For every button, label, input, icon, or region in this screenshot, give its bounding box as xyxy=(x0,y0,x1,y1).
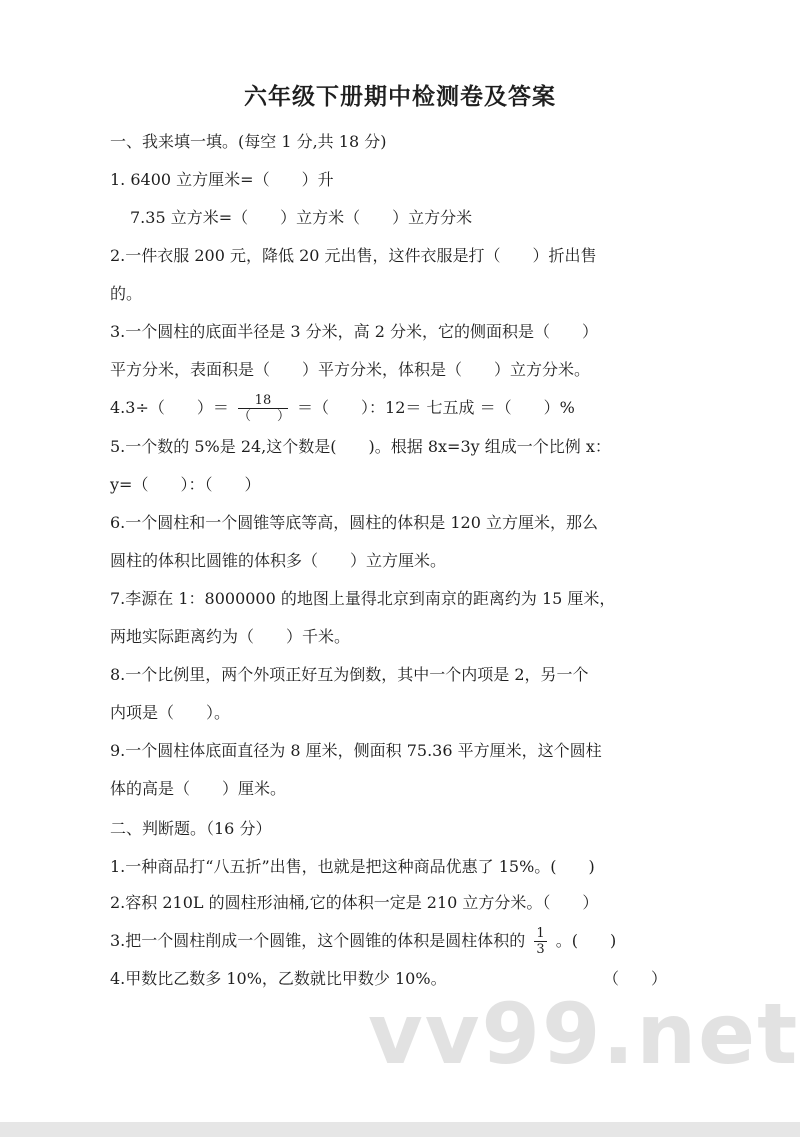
question-7a: 7.李源在 1：8000000 的地图上量得北京到南京的距离约为 15 厘米， xyxy=(110,589,616,608)
question-6a: 6.一个圆柱和一个圆锥等底等高，圆柱的体积是 120 立方厘米，那么 xyxy=(110,513,598,532)
question-4-post: ＝（ ）：12＝ 七五成 ＝（ ）% xyxy=(297,398,575,417)
question-4-pre: 4.3÷（ ）＝ xyxy=(110,398,229,417)
judgement-1: 1.一种商品打“八五折”出售，也就是把这种商品优惠了 15%。( ) xyxy=(110,857,595,876)
question-5b: y=（ ）：（ ） xyxy=(110,475,261,494)
judgement-3 xyxy=(110,926,616,957)
fraction-denominator: 3 xyxy=(536,942,545,957)
question-1b: 7.35 立方米=（ ）立方米（ ）立方分米 xyxy=(130,208,473,227)
judgement-3-post: 。( ) xyxy=(555,931,617,950)
question-2a: 2.一件衣服 200 元，降低 20 元出售，这件衣服是打（ ）折出售 xyxy=(110,246,597,265)
judgement-4-blank: （ ） xyxy=(603,969,668,988)
watermark: vv99.net xyxy=(368,985,800,1083)
question-4-fraction xyxy=(238,393,288,424)
question-8a: 8.一个比例里，两个外项正好互为倒数，其中一个内项是 2，另一个 xyxy=(110,665,589,684)
section1-heading: 一、我来填一填。(每空 1 分,共 18 分) xyxy=(110,132,387,151)
page-title: 六年级下册期中检测卷及答案 xyxy=(244,84,556,110)
question-9b: 体的高是（ ）厘米。 xyxy=(110,779,287,798)
judgement-4: 4.甲数比乙数多 10%，乙数就比甲数少 10%。 xyxy=(110,969,447,988)
judgement-3-fraction xyxy=(534,926,546,957)
question-7b: 两地实际距离约为（ ）千米。 xyxy=(110,627,351,646)
question-3a: 3.一个圆柱的底面半径是 3 分米，高 2 分米，它的侧面积是（ ） xyxy=(110,322,598,341)
question-9a: 9.一个圆柱体底面直径为 8 厘米，侧面积 75.36 平方厘米，这个圆柱 xyxy=(110,741,602,760)
question-4 xyxy=(110,393,575,424)
question-2b: 的。 xyxy=(110,284,143,303)
question-8b: 内项是（ ）。 xyxy=(110,703,231,722)
question-5a: 5.一个数的 5%是 24,这个数是( )。根据 8x=3y 组成一个比例 x： xyxy=(110,437,611,456)
question-3b: 平方分米，表面积是（ ）平方分米，体积是（ ）立方分米。 xyxy=(110,360,591,379)
judgement-2: 2.容积 210L 的圆柱形油桶,它的体积一定是 210 立方分米。（ ） xyxy=(110,893,599,912)
fraction-denominator: （ ） xyxy=(237,409,290,424)
judgement-3-pre: 3.把一个圆柱削成一个圆锥，这个圆锥的体积是圆柱体积的 xyxy=(110,931,526,950)
question-6b: 圆柱的体积比圆锥的体积多（ ）立方厘米。 xyxy=(110,551,447,570)
section2-heading: 二、判断题。（16 分） xyxy=(110,819,272,838)
fraction-numerator: 18 xyxy=(238,393,288,409)
question-1a: 1. 6400 立方厘米=（ ）升 xyxy=(110,170,334,189)
fraction-numerator: 1 xyxy=(536,926,545,941)
page-bottom-edge xyxy=(0,1122,800,1137)
